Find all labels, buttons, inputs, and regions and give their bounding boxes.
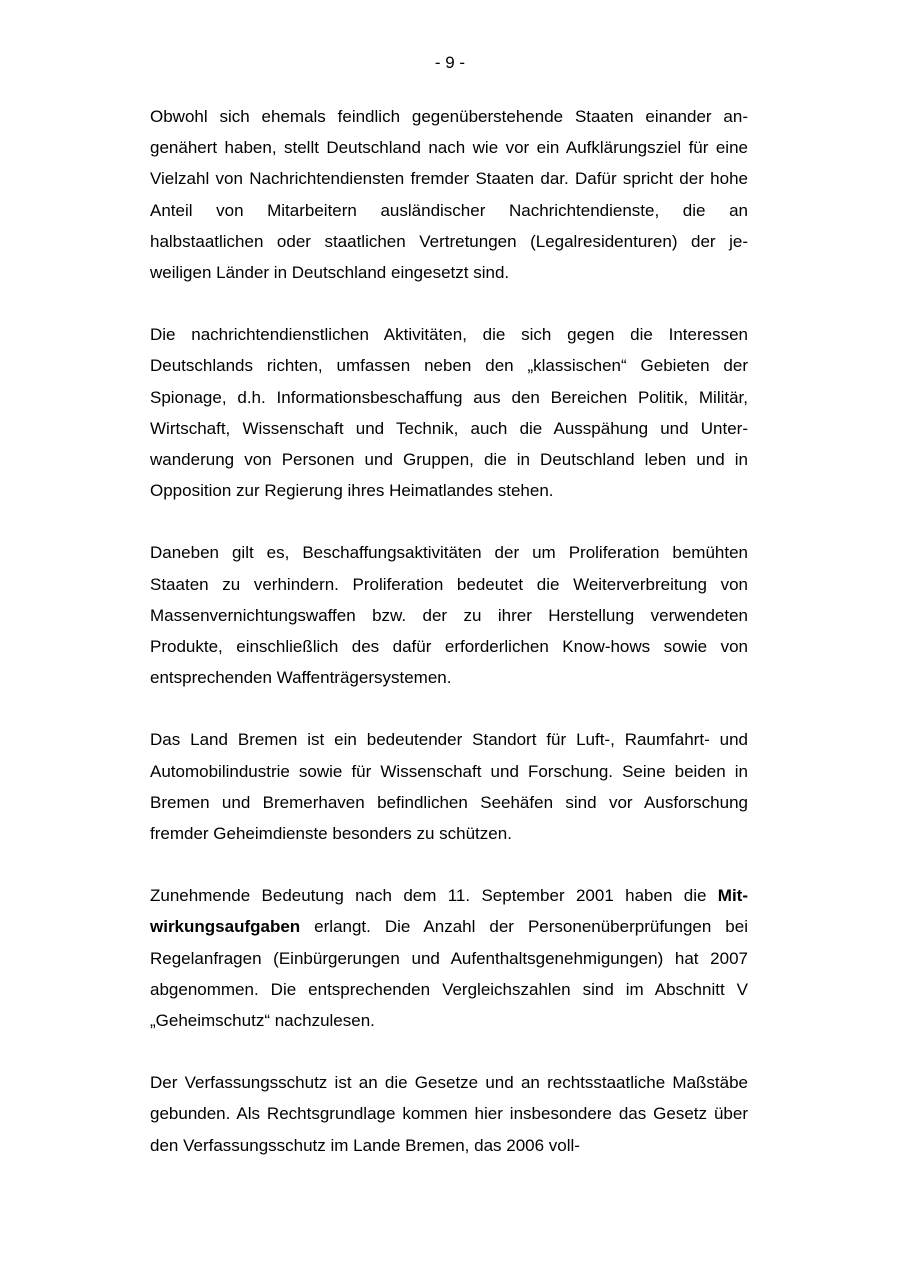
paragraph-espionage-activities (150, 319, 748, 506)
paragraph-text: Zunehmende Bedeutung nach dem 11. September 2001 haben die (150, 886, 718, 906)
paragraph-text: Obwohl sich ehemals feindlich gegenüberstehende Staaten einander angenähert haben, stellt Deutschland nach wie vor ein Aufklärungsziel für eine Vielzahl von Nachrichtendiensten fremder Staaten dar. Dafür spricht der hohe Anteil von Mitarbeitern ausländischer Nachrichtendienste, die an halbstaatlichen oder staatlichen Vertretungen (Legalresidenturen) der jeweiligen Länder in Deutschland eingesetzt sind. (150, 107, 748, 283)
page-number: - 9 - (434, 53, 466, 72)
paragraph-legal-basis (150, 1067, 748, 1161)
paragraph-bremen-location (150, 724, 748, 849)
paragraph-text: Daneben gilt es, Beschaffungsaktivitäten der um Proliferation bemühten Staaten zu verhindern. Proliferation bedeutet die Weiterverbreitung von Massenvernichtungswaffen bzw. der zu ihrer Herstellung verwendeten Produkte, einschließlich des dafür erforderlichen Know-hows sowie von entsprechenden Waffenträgersystemen. (150, 543, 748, 688)
document-body (150, 101, 748, 1161)
paragraph-text: erlangt. Die Anzahl der Personenüberprüfungen bei Regelanfragen (Einbürgerungen und Aufenthaltsgenehmigungen) hat 2007 abgenommen. Die entsprechenden Vergleichszahlen sind im Abschnitt V „Geheimschutz“ nachzulesen. (150, 917, 748, 1031)
paragraph-text: Die nachrichtendienstlichen Aktivitäten, die sich gegen die Interessen Deutschlands richten, umfassen neben den „klassischen“ Gebieten der Spionage, d.h. Informationsbeschaffung aus den Bereichen Politik, Militär, Wirtschaft, Wissenschaft und Technik, auch die Ausspähung und Unterwanderung von Personen und Gruppen, die in Deutschland leben und in Opposition zur Regierung ihres Heimatlandes stehen. (150, 325, 748, 501)
paragraph-text: Der Verfassungsschutz ist an die Gesetze und an rechtsstaatliche Maßstäbe gebunden. Als Rechtsgrundlage kommen hier insbesondere das Gesetz über den Verfassungsschutz im Lande Bremen, das 2006 voll- (150, 1073, 748, 1155)
paragraph-text: Das Land Bremen ist ein bedeutender Standort für Luft-, Raumfahrt- und Automobilindustrie sowie für Wissenschaft und Forschung. Seine beiden in Bremen und Bremerhaven befindlichen Seehäfen sind vor Ausforschung fremder Geheimdienste besonders zu schützen. (150, 730, 748, 844)
paragraph-intelligence-target (150, 101, 748, 288)
paragraph-proliferation (150, 537, 748, 693)
paragraph-cooperation-tasks (150, 880, 748, 1036)
bold-term: Mitwirkungsaufgaben (150, 886, 748, 937)
